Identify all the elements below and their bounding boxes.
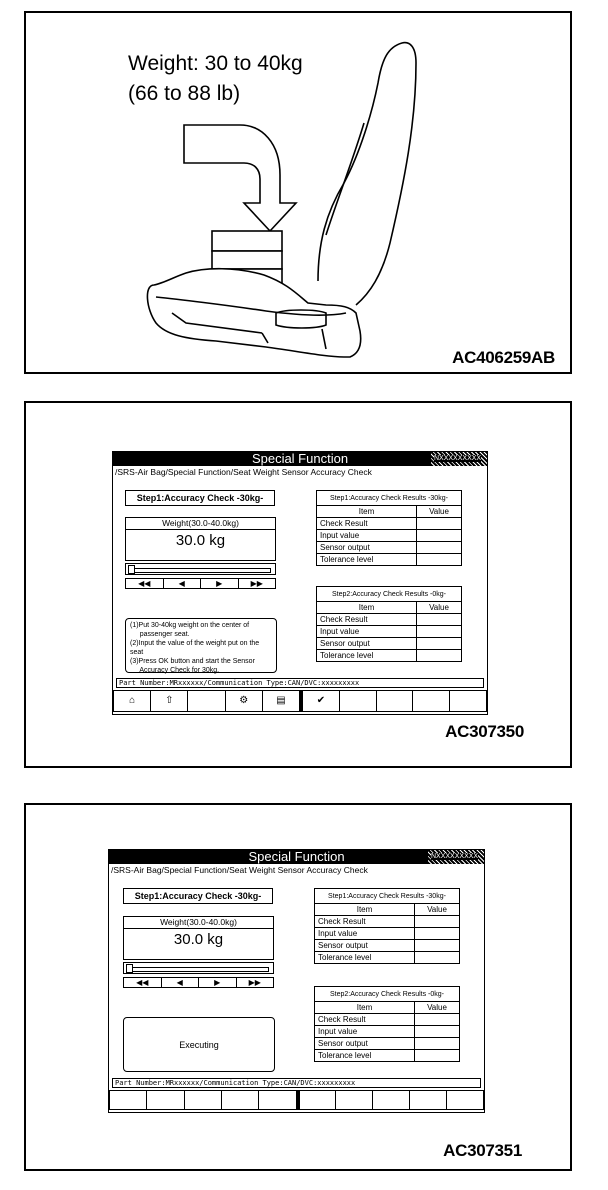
table-row: Check Result bbox=[315, 916, 460, 928]
column-header-value: Value bbox=[417, 602, 462, 614]
weight-panel bbox=[125, 517, 276, 561]
step-forward-icon[interactable]: ▶ bbox=[199, 978, 237, 987]
memo-icon[interactable]: ▤ bbox=[276, 695, 286, 706]
function-key-empty[interactable] bbox=[373, 1091, 410, 1109]
step1-results-table bbox=[316, 490, 462, 566]
function-key-empty[interactable] bbox=[413, 691, 450, 711]
weight-panel bbox=[123, 916, 274, 960]
column-header-item: Item bbox=[317, 506, 417, 518]
executing-text: Executing bbox=[179, 1040, 219, 1050]
function-key-empty[interactable] bbox=[447, 1091, 483, 1109]
table-row: Input value bbox=[317, 626, 462, 638]
nav-arrows bbox=[125, 578, 276, 589]
step2-results-table bbox=[314, 986, 460, 1062]
function-key-empty[interactable] bbox=[300, 1091, 337, 1109]
table-row: Check Result bbox=[317, 518, 462, 530]
slider-thumb[interactable] bbox=[126, 964, 133, 973]
weight-label: Weight(30.0-40.0kg) bbox=[126, 518, 275, 530]
step1-results-table bbox=[314, 888, 460, 964]
weight-block-icon bbox=[212, 231, 282, 251]
step-forward-icon[interactable]: ▶ bbox=[201, 579, 239, 588]
slider-thumb[interactable] bbox=[128, 565, 135, 574]
weight-slider[interactable] bbox=[123, 962, 274, 974]
function-key-empty[interactable] bbox=[110, 1091, 147, 1109]
home-icon[interactable]: ⌂ bbox=[114, 691, 151, 711]
instructions-box bbox=[125, 618, 277, 673]
weight-label: Weight(30.0-40.0kg) bbox=[124, 917, 273, 929]
settings-icon[interactable]: ⚙ bbox=[226, 691, 263, 711]
tester-screen-figure-1 bbox=[24, 401, 572, 768]
table-caption: Step2:Accuracy Check Results -0kg- bbox=[315, 987, 460, 1002]
table-row: Sensor output bbox=[315, 1038, 460, 1050]
function-key-empty[interactable] bbox=[188, 691, 225, 711]
instruction-line: passenger seat. bbox=[130, 631, 190, 638]
weight-slider[interactable] bbox=[125, 563, 276, 575]
table-row: Check Result bbox=[315, 1014, 460, 1026]
figure-code: AC406259AB bbox=[452, 348, 555, 367]
function-key-empty[interactable] bbox=[259, 1091, 295, 1109]
weight-caption-line2: (66 to 88 lb) bbox=[128, 82, 241, 105]
step1-accuracy-check-button[interactable]: Step1:Accuracy Check -30kg- bbox=[125, 490, 275, 506]
seat-illustration bbox=[26, 13, 570, 372]
column-header-value: Value bbox=[415, 904, 460, 916]
function-key-bar bbox=[113, 690, 487, 712]
table-caption: Step1:Accuracy Check Results -30kg- bbox=[317, 491, 462, 506]
table-caption: Step2:Accuracy Check Results -0kg- bbox=[317, 587, 462, 602]
weight-value[interactable]: 30.0 kg bbox=[175, 532, 226, 549]
table-caption: Step1:Accuracy Check Results -30kg- bbox=[315, 889, 460, 904]
fast-forward-icon[interactable]: ▶▶ bbox=[250, 579, 263, 588]
table-row: Tolerance level bbox=[315, 1050, 460, 1062]
weight-value[interactable]: 30.0 kg bbox=[173, 931, 224, 948]
table-row: Input value bbox=[315, 1026, 460, 1038]
function-key-empty[interactable] bbox=[450, 691, 486, 711]
down-arrow-icon bbox=[184, 125, 296, 231]
column-header-item: Item bbox=[317, 602, 417, 614]
table-row: Sensor output bbox=[317, 542, 462, 554]
function-key-empty[interactable] bbox=[377, 691, 414, 711]
fast-rewind-icon[interactable]: ◀◀ bbox=[124, 978, 162, 987]
table-row: Sensor output bbox=[317, 638, 462, 650]
tester-screen bbox=[112, 451, 488, 715]
nav-arrows bbox=[123, 977, 274, 988]
tester-screen-figure-2 bbox=[24, 803, 572, 1171]
figure-code: AC307350 bbox=[445, 722, 524, 741]
corner-tag: NXXXXXXXXX bbox=[431, 452, 487, 466]
step2-results-table bbox=[316, 586, 462, 662]
column-header-value: Value bbox=[417, 506, 462, 518]
tester-screen bbox=[108, 849, 485, 1113]
instruction-line: Accuracy Check for 30kg. bbox=[130, 667, 220, 674]
seat-weight-figure bbox=[24, 11, 572, 374]
fast-forward-icon[interactable]: ▶▶ bbox=[248, 978, 261, 987]
function-key-empty[interactable] bbox=[222, 1091, 259, 1109]
column-header-item: Item bbox=[315, 1002, 415, 1014]
executing-box bbox=[123, 1017, 275, 1072]
weight-caption-line1: Weight: 30 to 40kg bbox=[128, 52, 303, 75]
table-row: Sensor output bbox=[315, 940, 460, 952]
column-header-value: Value bbox=[415, 1002, 460, 1014]
function-key-empty[interactable] bbox=[147, 1091, 184, 1109]
step-back-icon[interactable]: ◀ bbox=[164, 579, 202, 588]
instruction-line: (3)Press OK button and start the Sensor bbox=[130, 658, 255, 665]
table-row: Tolerance level bbox=[317, 650, 462, 662]
function-key-empty[interactable] bbox=[410, 1091, 447, 1109]
table-row: Tolerance level bbox=[317, 554, 462, 566]
column-header-item: Item bbox=[315, 904, 415, 916]
step1-accuracy-check-button[interactable]: Step1:Accuracy Check -30kg- bbox=[123, 888, 273, 904]
table-row: Tolerance level bbox=[315, 952, 460, 964]
table-row: Input value bbox=[315, 928, 460, 940]
function-key-empty[interactable] bbox=[340, 691, 377, 711]
screen-title: Special Function bbox=[113, 452, 487, 466]
instruction-line: (1)Put 30-40kg weight on the center of bbox=[130, 622, 250, 629]
back-icon[interactable]: ⇧ bbox=[151, 691, 188, 711]
status-line: Part Number:MRxxxxxx/Communication Type:CAN/DVC:xxxxxxxxx bbox=[112, 1078, 481, 1088]
table-row: Check Result bbox=[317, 614, 462, 626]
breadcrumb: /SRS-Air Bag/Special Function/Seat Weight Sensor Accuracy Check bbox=[115, 467, 372, 477]
breadcrumb: /SRS-Air Bag/Special Function/Seat Weight Sensor Accuracy Check bbox=[111, 865, 368, 875]
instruction-line: (2)Input the value of the weight put on the seat bbox=[130, 640, 260, 656]
function-key-empty[interactable] bbox=[336, 1091, 373, 1109]
figure-code: AC307351 bbox=[443, 1141, 522, 1160]
fast-rewind-icon[interactable]: ◀◀ bbox=[126, 579, 164, 588]
step-back-icon[interactable]: ◀ bbox=[162, 978, 200, 987]
ok-check-icon[interactable]: ✔ bbox=[303, 691, 340, 711]
corner-tag: NXXXXXXXXX bbox=[428, 850, 484, 864]
screen-title: Special Function bbox=[109, 850, 484, 864]
function-key-bar bbox=[109, 1090, 484, 1110]
table-row: Input value bbox=[317, 530, 462, 542]
status-line: Part Number:MRxxxxxx/Communication Type:CAN/DVC:xxxxxxxxx bbox=[116, 678, 484, 688]
function-key-empty[interactable] bbox=[185, 1091, 222, 1109]
